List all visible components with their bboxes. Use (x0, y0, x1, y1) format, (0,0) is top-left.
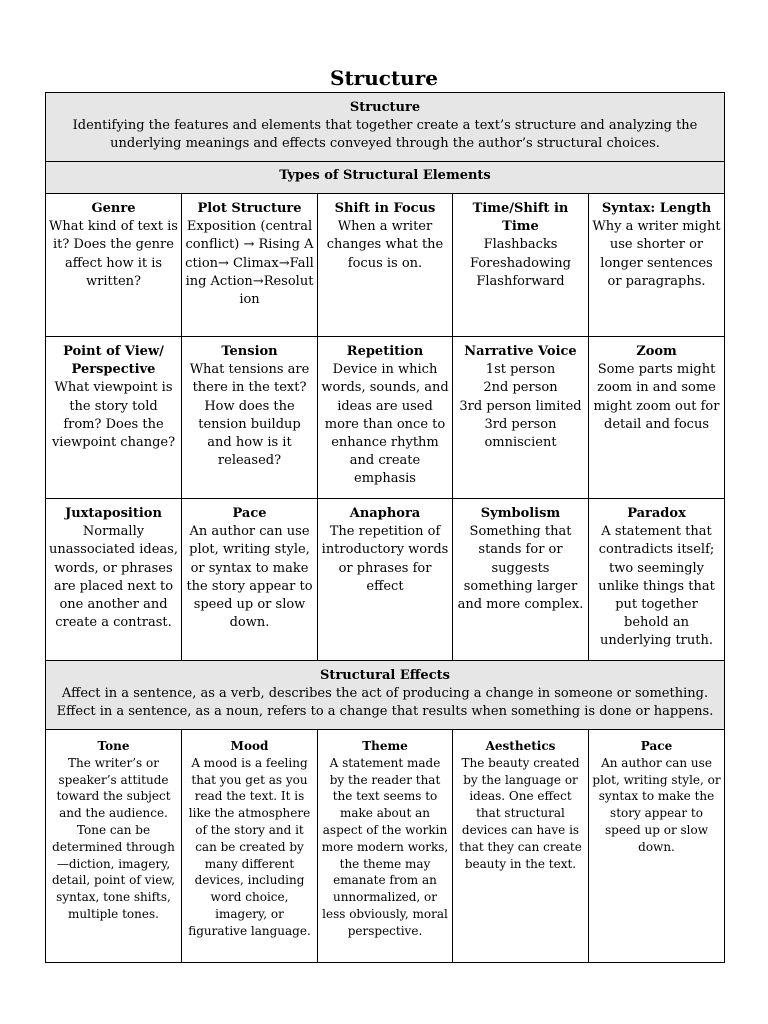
element-cell-syntax-length (589, 194, 725, 337)
element-description: Why a writer might use shorter or longer sentences or paragraphs. (592, 219, 721, 289)
element-cell-juxtaposition (46, 499, 182, 661)
intro-section (46, 93, 725, 162)
element-description: An author can use plot, writing style, or syntax to make the story appear to speed up or slow down. (186, 524, 313, 631)
element-cell-point-of-view (46, 337, 182, 499)
element-description: What viewpoint is the story told from? Does the viewpoint change? (51, 380, 176, 451)
element-title: Plot Structure (197, 201, 302, 216)
element-title: Repetition (346, 344, 424, 359)
element-description: When a writer changes what the focus is on. (326, 219, 444, 271)
element-title: Genre (91, 201, 136, 216)
effect-cell-pace (589, 730, 725, 963)
element-cell-symbolism (453, 499, 589, 661)
element-row-3 (46, 499, 725, 661)
element-description: Flashbacks Foreshadowing Flashforward (470, 237, 571, 289)
element-title: Symbolism (480, 506, 561, 521)
element-cell-shift-in-focus (318, 194, 453, 337)
element-cell-zoom (589, 337, 725, 499)
element-title: Point of View/ Perspective (63, 344, 164, 378)
effects-section (46, 661, 725, 730)
effect-title: Pace (640, 739, 673, 753)
element-description: What kind of text is it? Does the genre affect how it is written? (49, 219, 178, 289)
element-cell-time-shift (453, 194, 589, 337)
effects-title: Structural Effects (320, 668, 450, 683)
element-title: Narrative Voice (464, 344, 577, 359)
effect-cell-aesthetics (453, 730, 589, 963)
element-title: Tension (221, 344, 278, 359)
structure-table (45, 92, 725, 963)
element-description: Exposition (central conflict) → Rising Action→ Climax→Falling Action→Resolution (185, 219, 314, 308)
element-description: Some parts might zoom in and some might zoom out for detail and focus (593, 362, 720, 432)
element-row-1 (46, 194, 725, 337)
element-cell-pace (182, 499, 318, 661)
effect-cell-tone (46, 730, 182, 963)
effect-title: Tone (97, 739, 130, 753)
element-row-2 (46, 337, 725, 499)
element-cell-plot-structure (182, 194, 318, 337)
element-cell-genre (46, 194, 182, 337)
element-title: Anaphora (349, 506, 421, 521)
element-title: Time/Shift in Time (472, 201, 569, 235)
effect-description: An author can use plot, writing style, or syntax to make the story appear to speed up or slow down. (592, 755, 721, 854)
effects-row (46, 730, 725, 963)
element-title: Zoom (636, 344, 677, 359)
element-description: Something that stands for or suggests something larger and more complex. (457, 524, 584, 613)
intro-text: Identifying the features and elements that together create a text’s structure and analyzing the underlying meanings and effects conveyed through the author’s structural choices. (72, 118, 698, 152)
element-cell-narrative-voice (453, 337, 589, 499)
effect-description: A statement made by the reader that the text seems to make about an aspect of the workin more modern works, the theme may emanate from an unnormalized, or less obviously, moral perspective. (321, 755, 449, 938)
element-description: 1st person 2nd person 3rd person limited 3rd person omniscient (459, 362, 582, 451)
effect-description: The beauty created by the language or ideas. One effect that structural devices can have is that they can create beauty in the text. (459, 755, 582, 871)
element-cell-paradox (589, 499, 725, 661)
element-cell-anaphora (318, 499, 453, 661)
element-description: A statement that contradicts itself; two seemingly unlike things that put together behold an underlying truth. (598, 524, 715, 649)
element-description: What tensions are there in the text? How does the tension buildup and how is it released? (189, 362, 310, 469)
effect-title: Aesthetics (485, 739, 556, 753)
effect-cell-theme (318, 730, 453, 963)
intro-title: Structure (349, 100, 421, 115)
element-description: The repetition of introductory words or phrases for effect (321, 524, 449, 594)
effect-title: Mood (230, 739, 269, 753)
element-cell-repetition (318, 337, 453, 499)
effects-text: Affect in a sentence, as a verb, describes the act of producing a change in someone or something. Effect in a sentence, as a noun, refers to a change that results when something is done or happens. (56, 686, 714, 720)
types-header (46, 162, 725, 194)
effect-description: A mood is a feeling that you get as you read the text. It is like the atmosphere of the story and it can be created by many different devices, including word choice, imagery, or figurative language. (188, 755, 311, 938)
effect-cell-mood (182, 730, 318, 963)
effect-description: The writer’s or speaker’s attitude toward the subject and the audience. Tone can be determined through—diction, imagery, detail, point of view, syntax, tone shifts, multiple tones. (51, 755, 176, 921)
effect-title: Theme (362, 739, 408, 753)
page-title: Structure (330, 66, 438, 90)
element-title: Pace (232, 506, 267, 521)
element-title: Juxtaposition (65, 506, 162, 521)
element-title: Shift in Focus (334, 201, 436, 216)
element-description: Normally unassociated ideas, words, or phrases are placed next to one another and create a contrast. (49, 524, 178, 631)
element-title: Syntax: Length (601, 201, 712, 216)
types-header-label: Types of Structural Elements (279, 168, 491, 183)
element-description: Device in which words, sounds, and ideas are used more than once to enhance rhythm and create emphasis (321, 362, 449, 487)
element-title: Paradox (627, 506, 686, 521)
element-cell-tension (182, 337, 318, 499)
